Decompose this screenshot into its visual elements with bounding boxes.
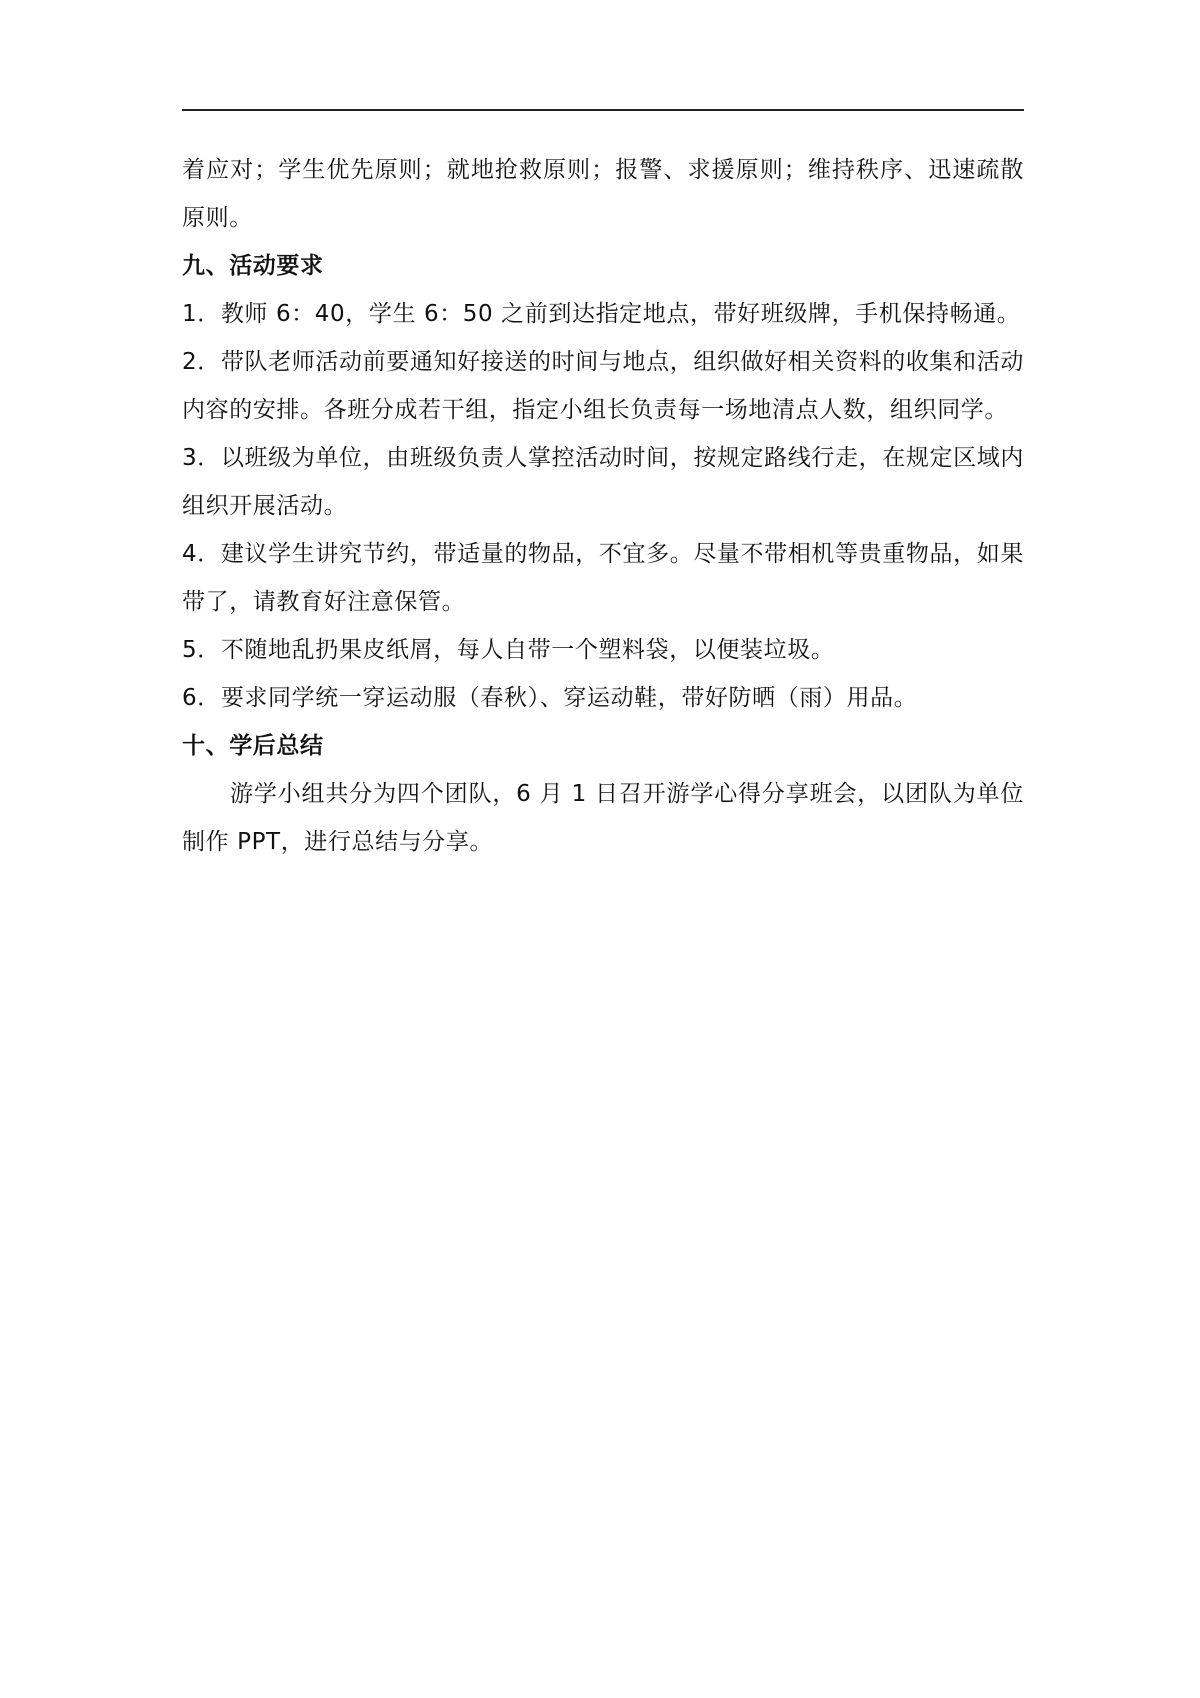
document-body — [182, 146, 1024, 866]
requirement-item-6: 6．要求同学统一穿运动服（春秋）、穿运动鞋，带好防晒（雨）用品。 — [182, 685, 918, 711]
summary-paragraph: 游学小组共分为四个团队，6 月 1 日召开游学心得分享班会，以团队为单位制作 PPT，进行总结与分享。 — [182, 781, 1024, 855]
requirement-item-2: 2．带队老师活动前要通知好接送的时间与地点，组织做好相关资料的收集和活动内容的安排。各班分成若干组，指定小组长负责每一场地清点人数，组织同学。 — [182, 349, 1024, 423]
requirement-item-4: 4．建议学生讲究节约，带适量的物品，不宜多。尽量不带相机等贵重物品，如果带了，请教育好注意保管。 — [182, 541, 1024, 615]
requirement-item-3: 3．以班级为单位，由班级负责人掌控活动时间，按规定路线行走，在规定区域内组织开展活动。 — [182, 445, 1024, 519]
section-heading-summary: 十、学后总结 — [182, 733, 324, 759]
header-rule — [182, 109, 1024, 111]
requirement-item-1: 1．教师 6：40，学生 6：50 之前到达指定地点，带好班级牌，手机保持畅通。 — [182, 301, 1021, 327]
section-heading-requirements: 九、活动要求 — [182, 253, 324, 279]
continuation-paragraph: 着应对；学生优先原则；就地抢救原则；报警、求援原则；维持秩序、迅速疏散原则。 — [182, 157, 1024, 231]
requirement-item-5: 5．不随地乱扔果皮纸屑，每人自带一个塑料袋，以便装垃圾。 — [182, 637, 835, 663]
